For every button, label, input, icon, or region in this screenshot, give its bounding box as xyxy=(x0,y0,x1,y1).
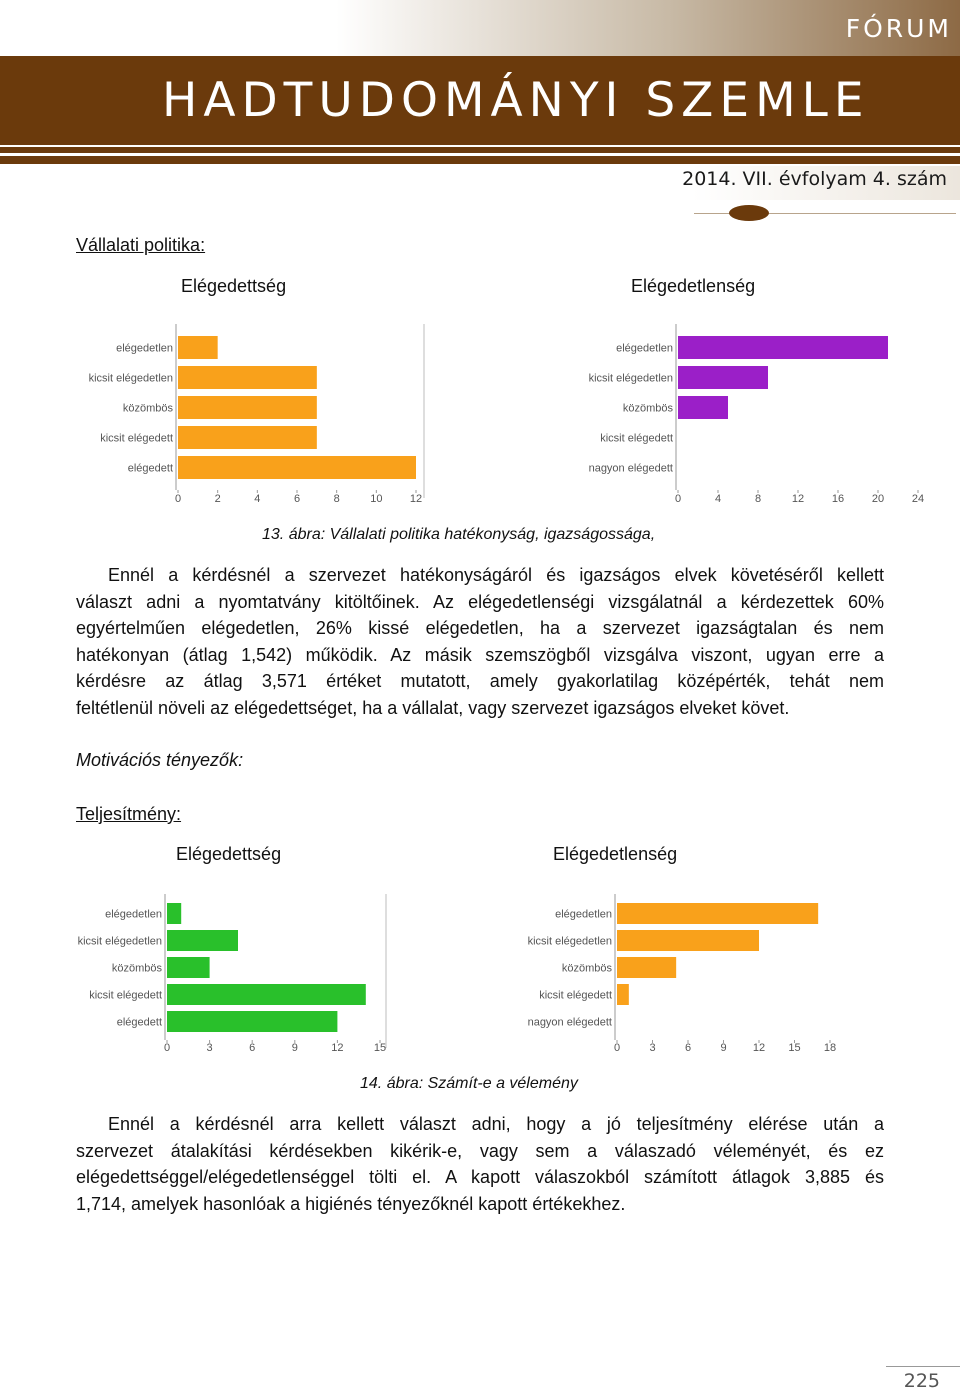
x-tick-label: 12 xyxy=(331,1042,344,1054)
chart-policy-satisfaction xyxy=(70,320,440,510)
paragraph-line: Ennél a kérdésnél arra kellett választ adni, hogy a jó teljesítmény elérése után a xyxy=(108,1114,884,1134)
header-rule xyxy=(0,147,960,153)
chart-performance-dissatisfaction xyxy=(520,890,850,1060)
bar xyxy=(617,984,629,1005)
section-heading-motivation: Motivációs tényezők: xyxy=(76,750,244,770)
category-label: közömbös xyxy=(622,402,673,415)
chart-policy-dissatisfaction xyxy=(572,320,942,510)
x-tick-label: 16 xyxy=(831,493,845,505)
x-tick-label: 12 xyxy=(409,493,423,505)
category-label: kicsit elégedetlen xyxy=(588,372,673,385)
issue-ornament xyxy=(729,205,769,221)
issue-info: 2014. VII. évfolyam 4. szám xyxy=(682,168,947,190)
paragraph-line: 1,714, amelyek hasonlóak a higiénés tényezőknél kapott értékekhez. xyxy=(76,1193,626,1214)
category-label: közömbös xyxy=(122,402,173,415)
x-tick-label: 2 xyxy=(214,493,221,505)
chart-label-satisfaction: Elégedettség xyxy=(181,276,287,296)
x-tick-label: 24 xyxy=(911,493,925,505)
header-top-strip xyxy=(0,0,960,56)
paragraph-line: választ adni a nyomtatvány kitöltőinek. Az elégedetlenségi vizsgálatnál a kérdezettek 60% xyxy=(76,591,884,612)
bar xyxy=(678,396,728,419)
bar xyxy=(167,957,210,978)
x-tick-label: 8 xyxy=(333,493,340,505)
category-label: elégedetlen xyxy=(105,908,162,921)
x-tick-label: 0 xyxy=(163,1042,171,1054)
x-tick-label: 15 xyxy=(788,1042,801,1054)
x-tick-label: 6 xyxy=(684,1042,692,1054)
subheading-performance: Teljesítmény: xyxy=(76,804,182,824)
x-tick-label: 9 xyxy=(291,1042,298,1054)
bar xyxy=(178,336,218,359)
x-tick-label: 6 xyxy=(293,493,301,505)
paragraph-company-policy xyxy=(76,562,884,721)
bar xyxy=(178,426,317,449)
category-label: elégedetlen xyxy=(555,908,612,921)
chart-label-dissatisfaction: Elégedetlenség xyxy=(631,276,756,296)
category-label: kicsit elégedetlen xyxy=(527,935,612,948)
chart-label-satisfaction-2: Elégedettség xyxy=(176,844,282,864)
bar xyxy=(617,930,759,951)
x-tick-label: 3 xyxy=(649,1042,656,1054)
bar xyxy=(167,1011,337,1032)
category-label: nagyon elégedett xyxy=(588,462,673,475)
category-label: kicsit elégedetlen xyxy=(77,935,162,948)
page-number: 225 xyxy=(903,1370,940,1392)
bar xyxy=(617,903,818,924)
bar xyxy=(617,957,676,978)
paragraph-line: elégedettséggel/elégedetlenséggel tölti el. A kapott válaszokból számított átlagok 3,885 és xyxy=(76,1167,884,1187)
paragraph-line: egyértelműen elégedetlen, 26% kissé elégedetlen, ha a szervezet igazságtalan és nem xyxy=(76,618,884,638)
category-label: kicsit elégedetlen xyxy=(88,372,173,385)
category-label: kicsit elégedett xyxy=(600,432,673,445)
x-tick-label: 3 xyxy=(206,1042,213,1054)
section-label: FÓRUM xyxy=(845,14,952,43)
category-label: kicsit elégedett xyxy=(539,989,612,1002)
bar xyxy=(167,930,238,951)
page-number-rule xyxy=(886,1366,960,1367)
x-tick-label: 12 xyxy=(791,493,805,505)
x-tick-label: 4 xyxy=(714,493,722,505)
bar xyxy=(167,984,366,1005)
x-tick-label: 8 xyxy=(754,493,762,505)
bar xyxy=(167,903,181,924)
chart-label-dissatisfaction-2: Elégedetlenség xyxy=(553,844,678,864)
paragraph-line: Ennél a kérdésnél a szervezet hatékonyságáról és igazságos elvek követéséről kellett xyxy=(108,565,884,585)
x-tick-label: 0 xyxy=(674,493,682,505)
bar xyxy=(178,456,416,479)
category-label: kicsit elégedett xyxy=(100,432,173,445)
bar xyxy=(178,396,317,419)
journal-title: HADTUDOMÁNYI SZEMLE xyxy=(162,73,870,128)
paragraph-line: hatékonyan (átlag 1,542) működik. Az másik szemszögből vizsgálva viszont, ugyan erre a xyxy=(76,644,884,665)
category-label: elégedetlen xyxy=(616,342,673,355)
x-tick-label: 0 xyxy=(613,1042,621,1054)
category-label: nagyon elégedett xyxy=(527,1016,612,1029)
chart-performance-satisfaction xyxy=(70,890,400,1060)
paragraph-line: szervezet átalakítási kérdésekben kikérik-e, vagy sem a válaszadó véleményét, és ez xyxy=(76,1140,884,1161)
x-tick-label: 12 xyxy=(752,1042,766,1054)
header-rule-2 xyxy=(0,156,960,164)
x-tick-label: 15 xyxy=(373,1042,387,1054)
bar xyxy=(678,366,768,389)
x-tick-label: 10 xyxy=(370,493,383,505)
paragraph-line: kérdésre az átlag 3,571 értéket mutatott, amely gyakorlatilag középérték, tehát nem xyxy=(76,671,884,691)
figure-14-caption: 14. ábra: Számít-e a vélemény xyxy=(360,1075,578,1092)
x-tick-label: 4 xyxy=(254,493,261,505)
category-label: elégedett xyxy=(116,1016,162,1029)
category-label: kicsit elégedett xyxy=(89,989,162,1002)
x-tick-label: 0 xyxy=(174,493,182,505)
section-heading-company-policy: Vállalati politika: xyxy=(76,235,206,255)
category-label: elégedett xyxy=(127,462,173,475)
x-tick-label: 20 xyxy=(871,493,885,505)
bar xyxy=(178,366,317,389)
category-label: közömbös xyxy=(111,962,162,975)
paragraph-line: feltétlenül növeli az elégedettséget, ha a vállalat, vagy szervezet igazságos elveket követ. xyxy=(76,697,790,718)
paragraph-performance xyxy=(76,1111,884,1217)
x-tick-label: 9 xyxy=(720,1042,727,1054)
category-label: közömbös xyxy=(561,962,612,975)
x-tick-label: 6 xyxy=(249,1042,256,1054)
category-label: elégedetlen xyxy=(116,342,173,355)
figure-13-caption: 13. ábra: Vállalati politika hatékonyság, igazságossága, xyxy=(262,526,656,543)
x-tick-label: 18 xyxy=(823,1042,837,1054)
bar xyxy=(678,336,888,359)
